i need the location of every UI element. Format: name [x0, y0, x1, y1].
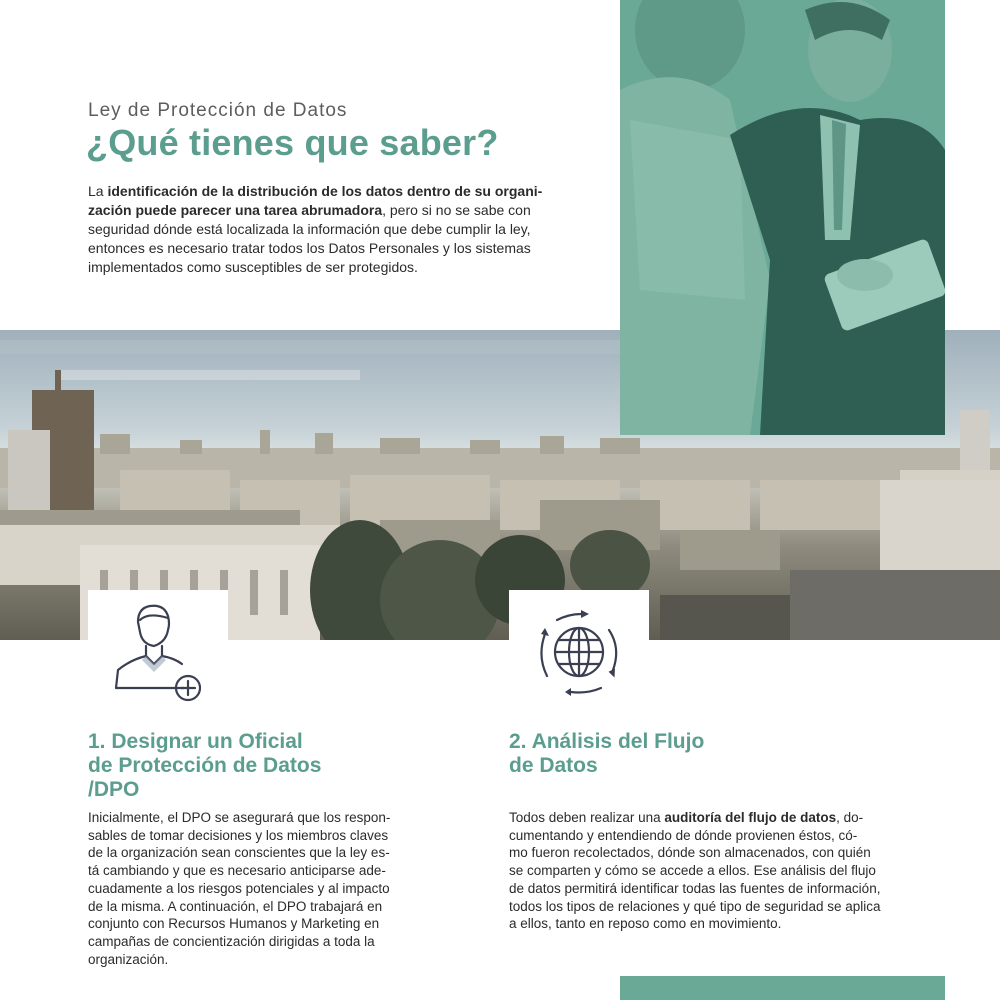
- intro-bold-phrase: zación puede parecer una tarea abrumadora: [88, 202, 383, 218]
- section-2-body: [509, 809, 927, 933]
- body-line: cumentando y entendiendo de dónde provienen éstos, có-: [509, 827, 858, 843]
- body-line: Inicialmente, el DPO se asegurará que los respon-: [88, 810, 391, 825]
- section-title-line: /DPO: [88, 778, 140, 801]
- body-line: cuadamente a los riesgos potenciales y al impacto: [88, 880, 390, 896]
- body-line: tá cambiando y que es necesario anticiparse ade-: [88, 863, 386, 879]
- intro-line: La identificación de la distribución de los datos dentro de su organi-: [88, 183, 543, 199]
- section-2-title: [509, 730, 839, 778]
- body-line: a ellos, tanto en reposo como en movimiento.: [509, 916, 782, 932]
- intro-line: seguridad dónde está localizada la información que debe cumplir la ley,: [88, 221, 531, 237]
- body-line: todos los tipos de relaciones y qué tipo de seguridad se aplica: [509, 898, 881, 914]
- section-title-line: de Protección de Datos: [88, 754, 322, 777]
- globe-cycle-icon: [509, 590, 649, 710]
- dpo-icon-card: [88, 590, 228, 710]
- body-text-run: Todos deben realizar una: [509, 810, 665, 825]
- intro-line: entonces es necesario tratar todos los Datos Personales y los sistemas: [88, 240, 531, 256]
- section-1-title: [88, 730, 418, 802]
- body-line: se comparten y cómo se accede a ellos. Ese análisis del flujo: [509, 863, 876, 879]
- eyebrow-subtitle: Ley de Protección de Datos: [88, 100, 348, 121]
- body-line: campañas de concientización dirigidas a toda la: [88, 933, 375, 949]
- people-photo: [620, 0, 945, 435]
- intro-bold-phrase: identificación de la distribución de los datos dentro de su organi-: [107, 183, 543, 199]
- intro-line: implementados como susceptibles de ser protegidos.: [88, 259, 418, 275]
- section-title-line: 2. Análisis del Flujo: [509, 730, 705, 753]
- intro-paragraph: [88, 182, 558, 277]
- body-bold-phrase: auditoría del flujo de datos: [664, 810, 837, 825]
- body-line: conjunto con Recursos Humanos y Marketing en: [88, 916, 380, 932]
- body-line: [509, 809, 927, 827]
- body-line: organización.: [88, 951, 169, 967]
- body-line: sables de tomar decisiones y los miembros claves: [88, 827, 389, 843]
- people-photo-illustration: [620, 0, 945, 435]
- page-title: ¿Qué tienes que saber?: [86, 122, 499, 163]
- body-line: de la misma. A continuación, el DPO trabajará en: [88, 898, 383, 914]
- user-add-icon: [88, 590, 228, 710]
- body-line: de la organización sean conscientes que la ley es-: [88, 845, 390, 861]
- body-line: mo fueron recolectados, dónde son almacenados, con quién: [509, 845, 871, 861]
- data-flow-icon-card: [509, 590, 649, 710]
- body-line: de datos permitirá identificar todas las fuentes de información,: [509, 880, 881, 896]
- section-1-body: [88, 809, 428, 968]
- body-text-run: , do-: [836, 810, 864, 825]
- section-title-line: de Datos: [509, 754, 598, 777]
- section-title-line: 1. Designar un Oficial: [88, 730, 303, 753]
- intro-line: zación puede parecer una tarea abrumadora, pero si no se sabe con: [88, 202, 531, 218]
- footer-accent-bar: [620, 976, 945, 1000]
